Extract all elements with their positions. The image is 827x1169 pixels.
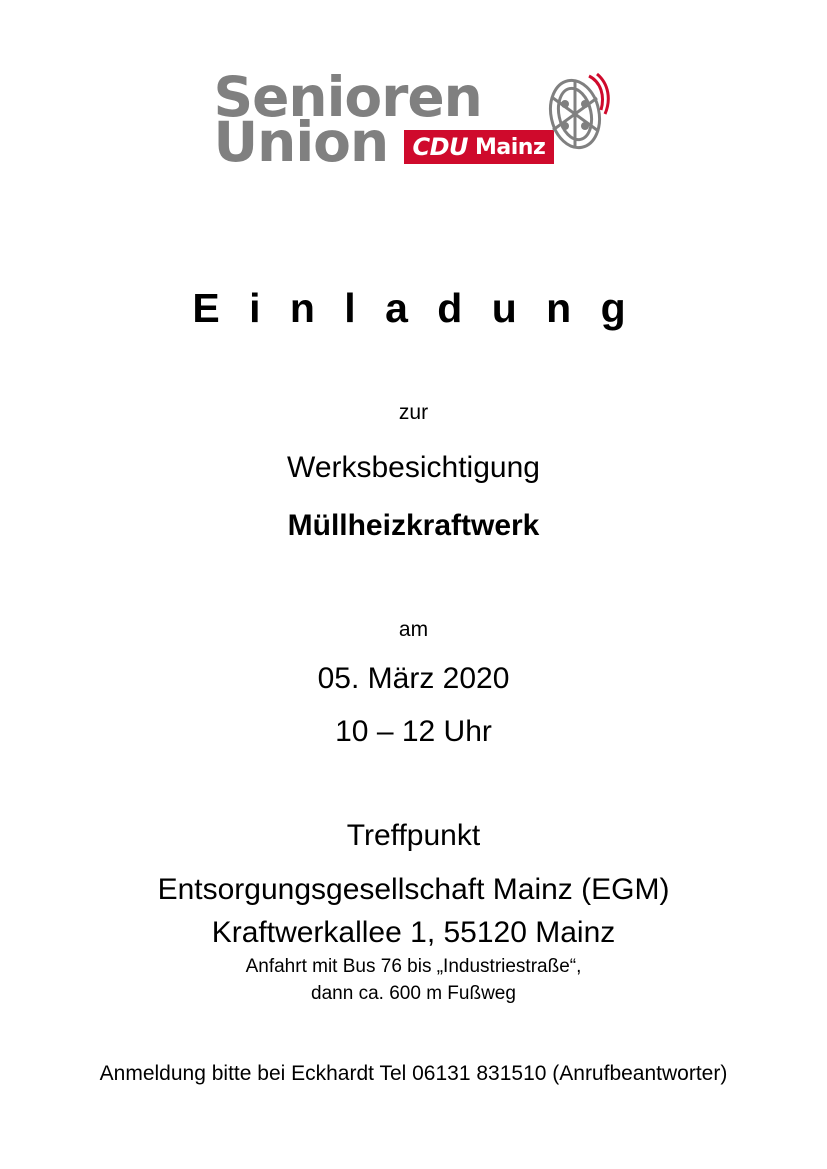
event-subject-line-1: Werksbesichtigung [287,451,540,484]
logo-text-senioren: Senioren [213,65,482,129]
registration-note: Anmeldung bitte bei Eckhardt Tel 06131 831510 (Anrufbeantworter) [99,1062,728,1085]
logo-text-union: Union [213,110,389,174]
preposition-am: am [398,618,429,641]
directions-line-1: Anfahrt mit Bus 76 bis „Industriestraße“, [245,956,582,977]
cdu-mainz-badge [404,130,555,164]
preposition-zur: zur [398,401,429,424]
logo-text-cdu: CDU [412,133,469,161]
page-title: E i n l a d u n g [192,285,635,331]
event-date: 05. März 2020 [317,662,510,695]
logo-text-mainz: Mainz [475,134,546,160]
event-subject-line-2: Müllheizkraftwerk [287,509,540,542]
directions-line-2: dann ca. 600 m Fußweg [311,983,516,1004]
organisation-logo [0,65,827,178]
mainzer-rad-emblem-icon [539,68,611,160]
venue-address: Kraftwerkallee 1, 55120 Mainz [211,916,616,949]
logo-graphic [213,65,614,178]
event-time: 10 – 12 Uhr [335,715,492,748]
venue-name: Entsorgungsgesellschaft Mainz (EGM) [157,873,670,906]
meeting-point-label: Treffpunkt [346,819,481,852]
